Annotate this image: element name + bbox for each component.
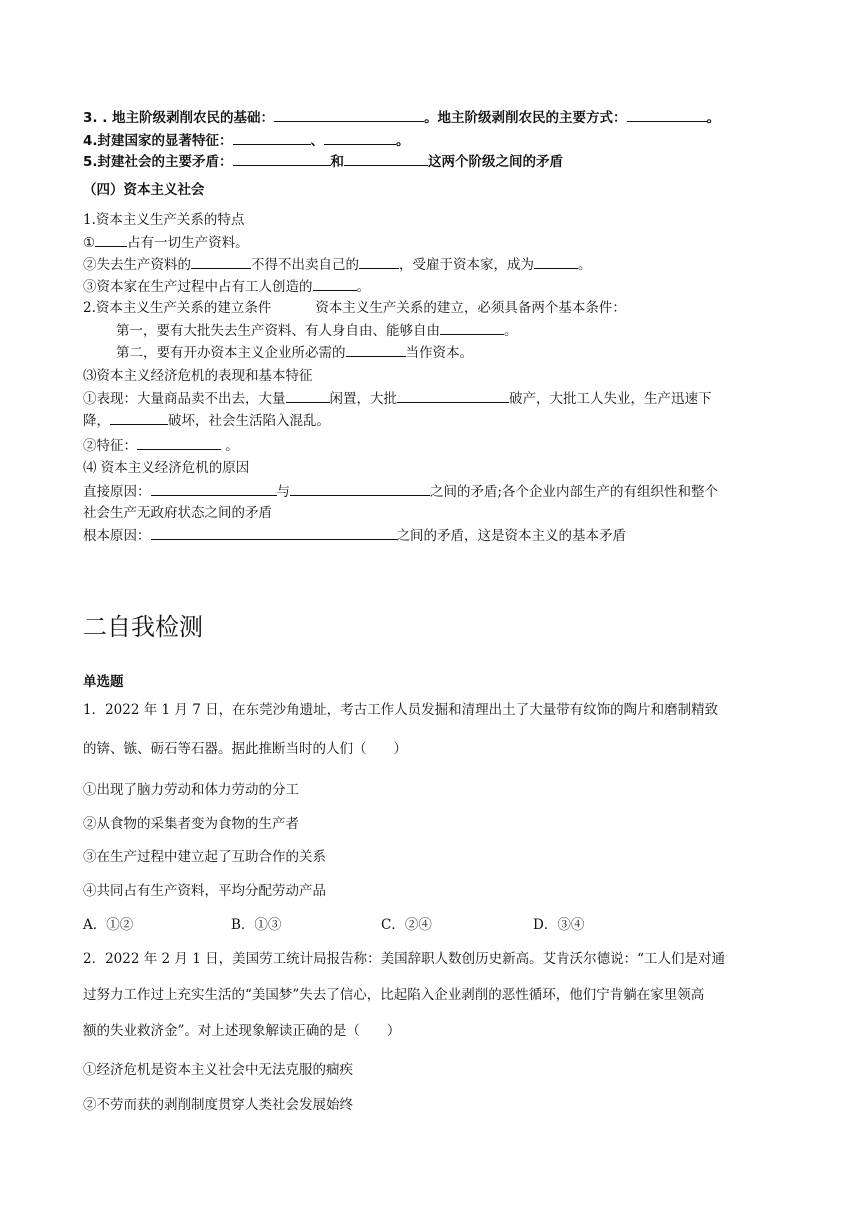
question-2-line: 过努力工作过上充实生活的“美国梦”失去了信心，比起陷入企业剥削的恶性循环，他们宁肯躺在家里领高 (83, 987, 705, 1003)
question-1-option: ①出现了脑力劳动和体力劳动的分工 (83, 782, 299, 798)
question-1-line: 1．2022 年 1 月 7 日，在东莞沙角遗址，考古工作人员发掘和清理出土了大量带有纹饰的陶片和磨制精致 (83, 702, 719, 718)
blank-field[interactable] (286, 388, 330, 403)
blank-field[interactable] (534, 254, 578, 269)
blank-field[interactable] (274, 107, 424, 122)
question-1-option: ③在生产过程中建立起了互助合作的关系 (83, 849, 326, 865)
choice-b[interactable]: B．①③ (231, 917, 282, 933)
fill-line: 降， 破坏，社会生活陷入混乱。 (83, 410, 330, 431)
fill-line-4: 4.封建国家的显著特征： 、 。 (83, 130, 410, 151)
blank-field[interactable] (359, 254, 399, 269)
fill-line: ① 占有一切生产资料。 (83, 232, 249, 253)
page-title: 二自我检测 (83, 613, 203, 641)
blank-field[interactable] (110, 410, 168, 425)
fill-line: 社会生产无政府状态之间的矛盾 (83, 505, 272, 521)
blank-field[interactable] (346, 342, 406, 357)
question-1-option: ②从食物的采集者变为食物的生产者 (83, 816, 299, 832)
choice-c[interactable]: C．②④ (381, 917, 432, 933)
question-2-line: 2．2022 年 2 月 1 日，美国劳工统计局报告称：美国辞职人数创历史新高。艾肯沃尔德说：“工人们是对通 (83, 951, 725, 967)
question-1-line: 的锛、镞、砺石等石器。据此推断当时的人们（ ） (83, 741, 407, 757)
blank-field[interactable] (191, 254, 251, 269)
blank-field[interactable] (233, 130, 311, 145)
question-1-choices (83, 915, 584, 935)
question-2-option: ②不劳而获的剥削制度贯穿人类社会发展始终 (83, 1097, 353, 1113)
blank-field[interactable] (324, 130, 396, 145)
blank-field[interactable] (440, 320, 504, 335)
fill-line: ③资本家在生产过程中占有工人创造的 。 (83, 276, 370, 297)
question-1-option: ④共同占有生产资料，平均分配劳动产品 (83, 883, 326, 899)
blank-field[interactable] (344, 151, 428, 166)
choice-a[interactable]: A．①② (83, 917, 134, 933)
fill-line: 第一，要有大批失去生产资料、有人身自由、能够自由 。 (116, 320, 518, 341)
fill-line-3: 3. . 地主阶级剥削农民的基础： 。地主阶级剥削农民的主要方式： 。 (83, 107, 720, 128)
question-2-line: 额的失业救济金”。对上述现象解读正确的是（ ） (83, 1023, 401, 1039)
blank-field[interactable] (290, 481, 430, 496)
choice-d[interactable]: D．③④ (533, 917, 585, 933)
fill-line: 根本原因： 之间的矛盾，这是资本主义的基本矛盾 (83, 525, 626, 546)
fill-line-5: 5.封建社会的主要矛盾： 和 这两个阶级之间的矛盾 (83, 151, 563, 172)
blank-field[interactable] (397, 388, 509, 403)
fill-line: ②特征： 。 (83, 435, 239, 456)
blank-field[interactable] (627, 107, 707, 122)
blank-field[interactable] (313, 276, 357, 291)
section-label: 单选题 (83, 674, 124, 690)
section-heading: （四）资本主义社会 (83, 182, 205, 198)
blank-field[interactable] (151, 525, 397, 540)
fill-line: ①表现：大量商品卖不出去，大量 闲置，大批 破产，大批工人失业，生产迅速下 (83, 388, 712, 409)
item-title: 2.资本主义生产关系的建立条件 资本主义生产关系的建立，必须具备两个基本条件： (83, 300, 626, 316)
blank-field[interactable] (233, 151, 331, 166)
item-title: ⑷ 资本主义经济危机的原因 (83, 460, 250, 476)
fill-line: ②失去生产资料的 不得不出卖自己的 ，受雇于资本家，成为 。 (83, 254, 592, 275)
item-title: 1.资本主义生产关系的特点 (83, 212, 245, 228)
fill-line: 第二，要有开办资本主义企业所必需的 当作资本。 (116, 342, 473, 363)
question-2-option: ①经济危机是资本主义社会中无法克服的痼疾 (83, 1062, 353, 1078)
blank-field[interactable] (95, 232, 127, 247)
fill-line: 直接原因： 与 之间的矛盾;各个企业内部生产的有组织性和整个 (83, 481, 718, 502)
blank-field[interactable] (151, 481, 277, 496)
blank-field[interactable] (137, 435, 221, 450)
item-title: ⑶资本主义经济危机的表现和基本特征 (83, 368, 313, 384)
